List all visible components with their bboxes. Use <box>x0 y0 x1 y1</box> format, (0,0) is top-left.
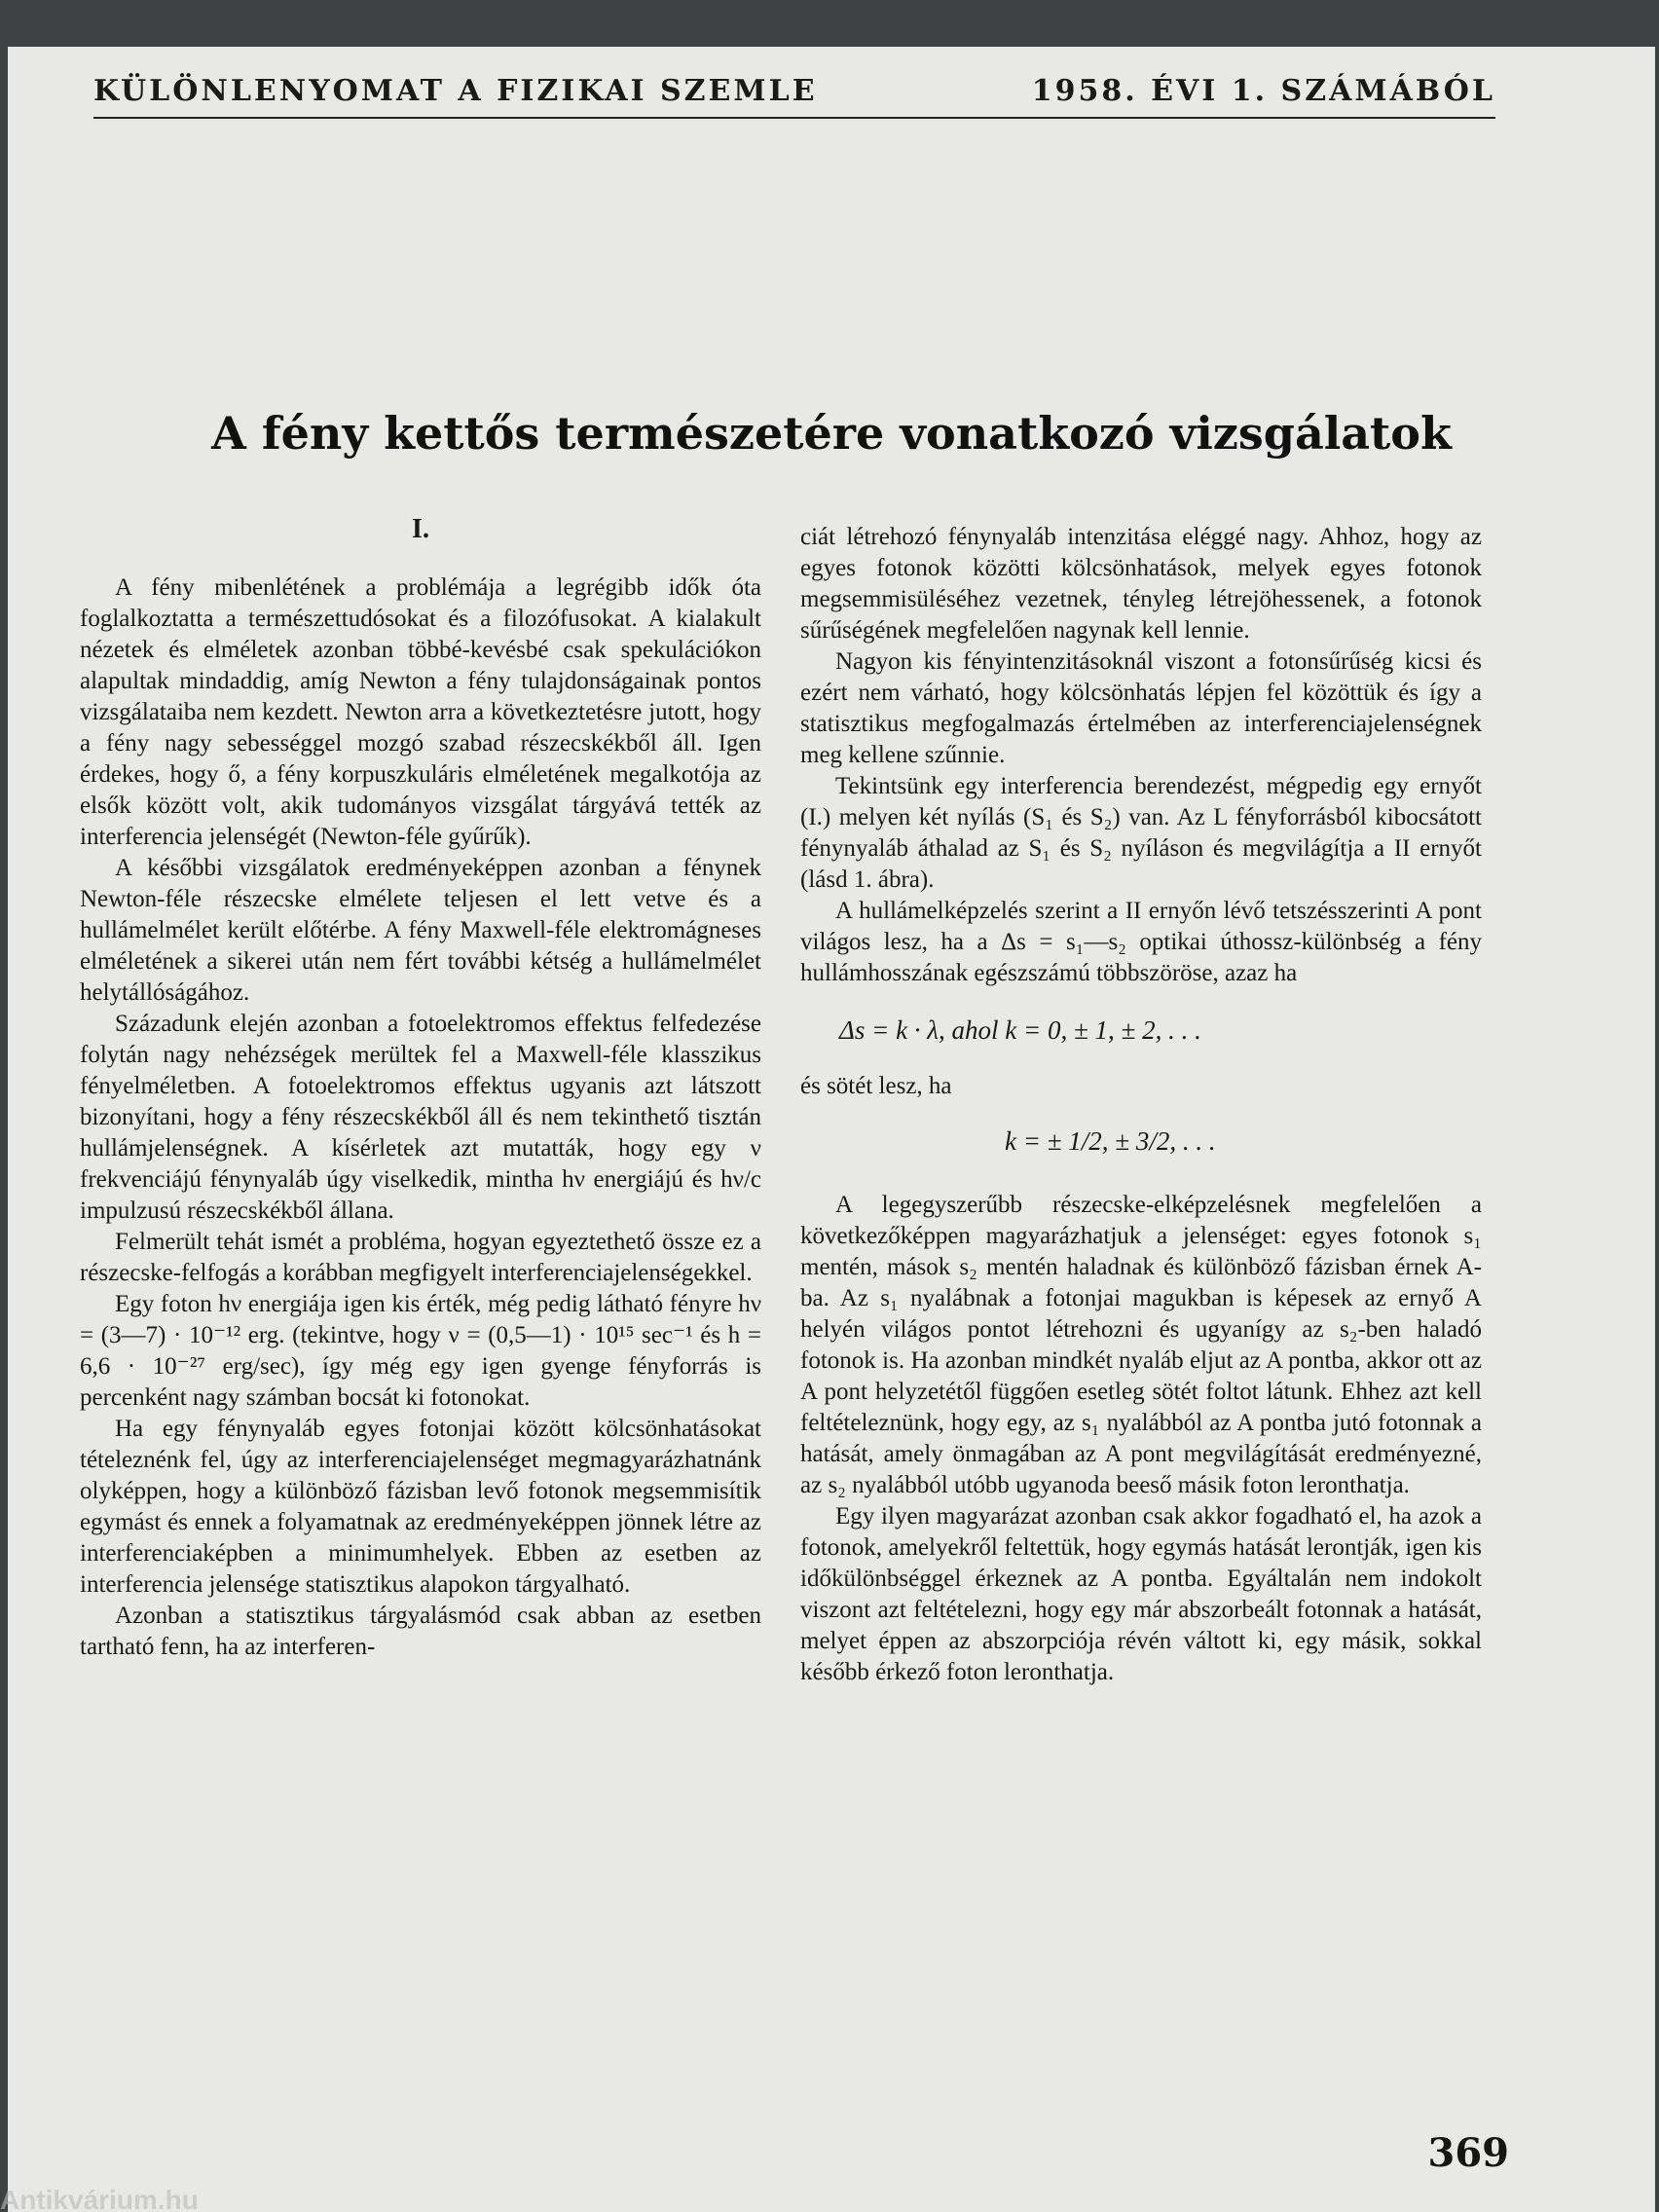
paragraph: Egy foton hν energiája igen kis érték, még pedig látható fényre hν = (3—7) · 10⁻¹² erg. (tekintve, hogy ν = (0,5—1) · 10¹⁵ sec⁻¹ és h = 6,6 · 10⁻²⁷ erg/sec), így még egy igen gyenge fényforrás is percenként nagy számban bocsát ki fotonokat. <box>80 1291 761 1411</box>
paragraph: Tekintsünk egy interferencia berendezést, mégpedig egy ernyőt (I.) melyen két nyílás (S₁ és S₂) van. Az L fényforrásból kibocsátott fénynyaláb áthalad az S₁ és S₂ nyíláson és megvilágítja a II ernyőt (lásd 1. ábra). <box>800 773 1482 893</box>
paragraph: A későbbi vizsgálatok eredményeképpen azonban a fénynek Newton-féle részecske elmélete teljesen el lett vetve és a hullámelmélet került előtérbe. A fény Maxwell-féle elektromágneses elméletének a sikerei után nem fért további kétség a hullámelmélet helytállóságához. <box>80 855 761 1006</box>
journal-page <box>8 47 1655 2212</box>
paragraph: Azonban a statisztikus tárgyalásmód csak abban az esetben tartható fenn, ha az interferen- <box>80 1603 761 1660</box>
paragraph: A hullámelképzelés szerint a II ernyőn lévő tetszésszerinti A pont világos lesz, ha a Δs = s₁—s₂ optikai úthossz-különbség a fény hullámhosszának egészszámú többszöröse, azaz ha <box>800 898 1482 986</box>
header-rule <box>93 117 1495 119</box>
paragraph: Felmerült tehát ismét a probléma, hogyan egyeztethető össze ez a részecske-felfogás a korábban megfigyelt interferenciajelenségekkel. <box>80 1229 761 1286</box>
article-title: A fény kettős természetére vonatkozó vizsgálatok <box>211 407 1452 460</box>
paragraph: A legegyszerűbb részecske-elképzelésnek megfelelően a következőképpen magyarázhatjuk a jelenséget: egyes fotonok s₁ mentén, mások s₂ mentén haladnak és különböző fázisban érnek A-ba. Az s₁ nyalábnak a fotonjai magukban is képesek az ernyő A helyén világos pontot létrehozni és ugyanígy az s₂-ben haladó fotonok is. Ha azonban mindkét nyaláb eljut az A pontba, akkor ott az A pont helyzetétől függően esetleg sötét foltot látunk. Ehhez azt kell feltételeznünk, hogy egy, az s₁ nyalábból az A pontba jutó fotonnak a hatását, amely önmagában az A pont megvilágítását eredményezné, az s₂ nyalábból utóbb ugyanoda beeső másik foton leronthatja. <box>800 1192 1482 1498</box>
equation-destructive: k = ± 1/2, ± 3/2, . . . <box>1005 1126 1216 1156</box>
paragraph: Egy ilyen magyarázat azonban csak akkor fogadható el, ha azok a fotonok, amelyekről feltettük, hogy egymás hatását lerontják, igen kis időkülönbséggel érkeznek az A pontba. Egyáltalán nem indokolt viszont azt feltételezni, hogy egy már abszorbeált fotonnak a hatását, melyet éppen az abszorpciója révén váltott ki, egy másik, sokkal később érkező foton leronthatja. <box>800 1503 1482 1685</box>
header-left: KÜLÖNLENYOMAT A FIZIKAI SZEMLE <box>93 74 818 108</box>
paragraph: Nagyon kis fényintenzitásoknál viszont a fotonsűrűség kicsi és ezért nem várható, hogy kölcsönhatás lépjen fel közöttük és így a statisztikus megfogalmazás értelmében az interferenciajelenségnek meg kellene szűnnie. <box>800 648 1482 768</box>
section-number: I. <box>412 514 429 544</box>
equation-constructive: Δs = k · λ, ahol k = 0, ± 1, ± 2, . . . <box>839 1015 1201 1045</box>
right-column <box>800 522 1482 1688</box>
page-number: 369 <box>1427 2130 1509 2176</box>
paragraph: ciát létrehozó fénynyaláb intenzitása eléggé nagy. Ahhoz, hogy az egyes fotonok közötti kölcsönhatások, melyek egyes fotonok megsemmisüléséhez vezetnek, tényleg létrejöhessenek, a fotonok sűrűségének megfelelően nagynak kell lennie. <box>800 524 1482 644</box>
watermark: Antikvárium.hu <box>0 2185 199 2212</box>
paragraph: Századunk elején azonban a fotoelektromos effektus felfedezése folytán nagy nehézségek merültek fel a Maxwell-féle klasszikus fényelméletben. A fotoelektromos effektus ugyanis azt látszott bizonyítani, hogy a fény részecskékből áll és nem tekinthető tisztán hullámjelenségnek. A kísérletek azt mutatták, hogy egy ν frekvenciájú fénynyaláb úgy viselkedik, mintha hν energiájú és hν/c impulzusú részecskékből állana. <box>80 1011 761 1224</box>
paragraph: A fény mibenlétének a problémája a legrégibb idők óta foglalkoztatta a természettudósokat és a filozófusokat. A kialakult nézetek és elméletek azonban többé-kevésbé csak spekulációkon alapultak mindaddig, amíg Newton a fény tulajdonságainak pontos vizsgálataiba nem kezdett. Newton arra a következtetésre jutott, hogy a fény nagy sebességgel mozgó szabad részecskékből áll. Igen érdekes, hogy ő, a fény korpuszkuláris elméletének megalkotója az elsők között volt, akik tudományos vizsgálat tárgyává tették az interferencia jelenségét (Newton-féle gyűrűk). <box>80 574 761 850</box>
paragraph: Ha egy fénynyaláb egyes fotonjai között kölcsönhatásokat tételeznénk fel, úgy az interferenciajelenséget megmagyarázhatnánk olyképpen, hogy a különböző fázisban levő fotonok megsemmisítik egymást és ennek a folyamatnak az eredményeképpen jönnek létre az interferenciaképben a minimumhelyek. Ebben az esetben az interferencia jelensége statisztikus alapokon tárgyalható. <box>80 1416 761 1598</box>
paragraph: és sötét lesz, ha <box>800 1073 952 1099</box>
running-header <box>93 74 1495 108</box>
left-column <box>80 514 761 1663</box>
header-right: 1958. ÉVI 1. SZÁMÁBÓL <box>1031 74 1495 108</box>
